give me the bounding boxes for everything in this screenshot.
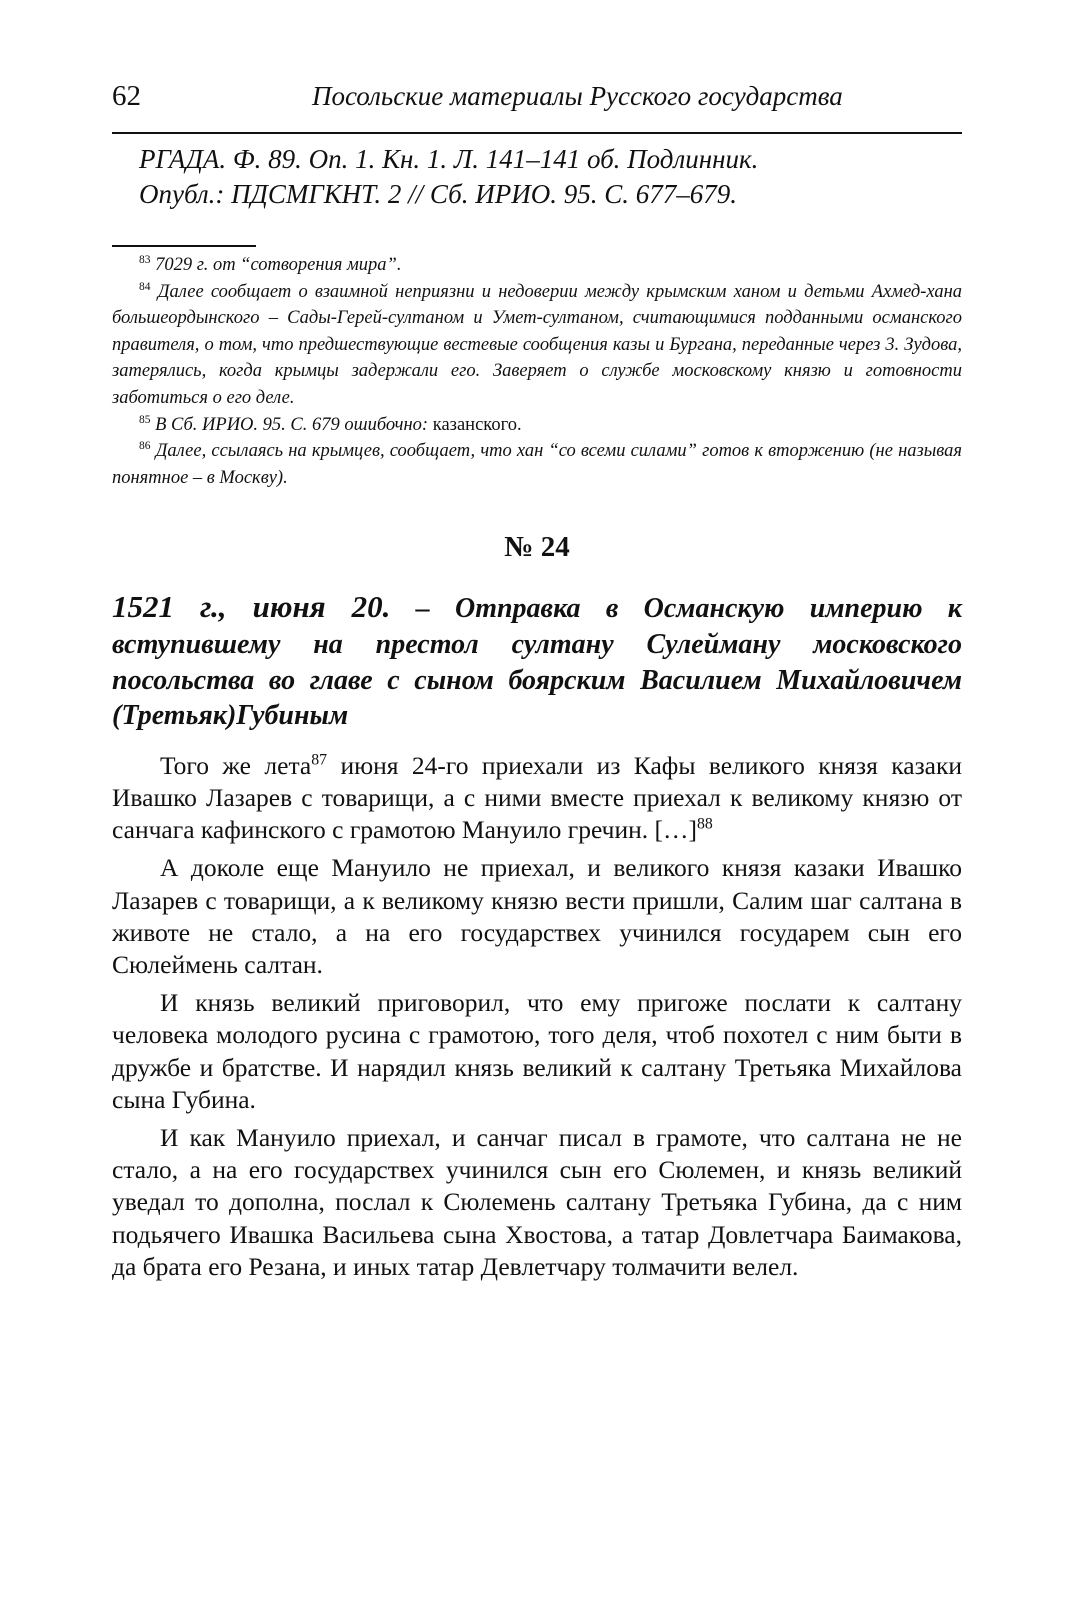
paragraph-3 bbox=[112, 987, 962, 1116]
document-number: № 24 bbox=[504, 531, 570, 564]
document-title: – Отправка в Османскую империю к вступившему на престол султану Сулейману московского посольства во главе с сыном боярским Василием Михайловичем (Третьяк)Губиным bbox=[112, 593, 962, 732]
running-header bbox=[112, 80, 962, 134]
paragraph-1 bbox=[112, 750, 962, 847]
page-number: 62 bbox=[112, 80, 141, 112]
footnote-marker: 85 bbox=[139, 413, 151, 426]
paragraph-text: И князь великий приговорил, что ему пригоже послати к салтану человека молодого русина с грамотою, того деля, чтоб похотел с ним быти в дружбе и братстве. И нарядил князь великий к салтану Третьяка Михайлова сына Губина. bbox=[112, 988, 962, 1114]
book-page bbox=[112, 80, 962, 1289]
footnote-85 bbox=[112, 412, 962, 439]
footnote-text: В Сб. ИРИО. 95. С. 679 ошибочно: bbox=[155, 414, 429, 435]
archive-line-2: Опубл.: ПДСМГКНТ. 2 // Сб. ИРИО. 95. С. 677–679. bbox=[139, 179, 737, 209]
footnote-84 bbox=[112, 279, 962, 412]
archive-reference bbox=[112, 142, 962, 212]
footnote-86 bbox=[112, 438, 962, 491]
footnote-text: Далее, ссылаясь на крымцев, сообщает, что хан “со всеми силами” готов к вторжению (не называя понятное – в Москву). bbox=[112, 441, 963, 488]
paragraph-2 bbox=[112, 852, 962, 981]
document-body bbox=[112, 750, 962, 1283]
footnote-marker: 86 bbox=[139, 440, 151, 452]
paragraph-text: И как Мануило приехал, и санчаг писал в грамоте, что салтана не не стало, а на его государствех учинился сын его Сюлемен, и князь великий уведал то дополна, послал к Сюлемень салтану Третьяка Губина, да с ним подьячего Ивашка Васильева сына Хвостова, а татар Довлетчара Баимакова, да брата его Резана, и иных татар Девлетчару толмачити велел. bbox=[112, 1122, 962, 1281]
footnote-text: Далее сообщает о взаимной неприязни и недоверии между крымским ханом и детьми Ахмед-хана большеордынского – Сады-Герей-султаном и Умет-султаном, считающимися подданными османского правителя, о том, что предшествующие вестевые сообщения казы и Бургана, переданные через 3. Зудова, затерялись, когда крымцы задержали его. Заверяет о службе московскому князю и готовности заботиться о его деле. bbox=[112, 281, 962, 408]
footnote-marker: 84 bbox=[139, 280, 151, 293]
footnote-ref-88: 88 bbox=[697, 815, 713, 833]
document-heading bbox=[112, 589, 962, 733]
paragraph-text: А доколе еще Мануило не приехал, и великого князя казаки Ивашко Лазарев с товарищи, а к великому князю вести пришли, Салим шаг салтана в животе не стало, а на его государствех учинился государем сын его Сюлеймень салтан. bbox=[112, 853, 962, 979]
footnote-text: 7029 г. от “сотворения мира”. bbox=[155, 255, 402, 275]
footnotes-divider bbox=[112, 245, 256, 247]
archive-line-1: РГАДА. Ф. 89. Оп. 1. Кн. 1. Л. 141–141 об. Подлинник. bbox=[139, 144, 759, 174]
footnote-marker: 83 bbox=[139, 253, 151, 266]
footnote-ref-87: 87 bbox=[311, 751, 328, 769]
document-date: 1521 г., июня 20. bbox=[112, 589, 391, 625]
paragraph-text: Того же лета bbox=[160, 750, 312, 780]
running-title: Посольские материалы Русского государства bbox=[312, 81, 843, 111]
footnote-83 bbox=[112, 252, 962, 279]
paragraph-4 bbox=[112, 1122, 962, 1283]
footnote-roman-word: казанского. bbox=[432, 414, 522, 435]
paragraph-text: июня 24-го приехали из Кафы великого князя казаки Ивашко Лазарев с товарищи, а с ними вместе приехал к великому князю от санчага кафинского с грамотою Мануило гречин. […] bbox=[112, 750, 962, 845]
footnotes bbox=[112, 252, 962, 491]
